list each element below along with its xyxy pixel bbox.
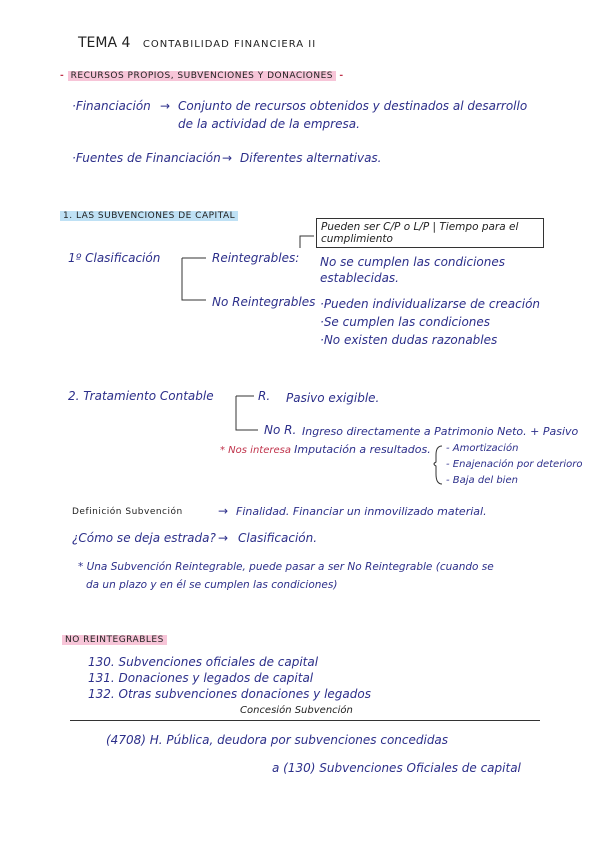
nota-line-2: da un plazo y en él se cumplen las condiciones) [86,579,338,591]
tratamiento-label: 2. Tratamiento Contable [68,389,214,403]
imputacion-item-1: - Amortización [446,443,519,454]
plazo-box: Pueden ser C/P o L/P | Tiempo para el cumplimiento [316,218,544,248]
financiacion-arrow: → [160,99,171,113]
tratamiento-r-label: R. [258,389,271,403]
financiacion-term: ·Financiación [72,99,151,113]
tratamiento-no-r-label: No R. [264,423,297,437]
no-reintegrables-header-text: NO REINTEGRABLES [62,635,167,645]
nota-interesa-label: * Nos interesa [220,445,291,456]
financiacion-definition-1: Conjunto de recursos obtenidos y destinados al desarrollo [178,99,528,113]
no-reintegrables-item-3: ·No existen dudas razonables [320,333,498,347]
tratamiento-no-r-desc: Ingreso directamente a Patrimonio Neto. + Pasivo [302,425,579,438]
pregunta-arrow: → [218,531,229,545]
reintegrables-desc-1: No se cumplen las condiciones [320,255,505,269]
asiento-debe: (4708) H. Pública, deudora por subvenciones concedidas [106,733,449,747]
pregunta-text: ¿Cómo se deja estrada? [72,531,216,545]
definicion-desc: Finalidad. Financiar un inmovilizado material. [236,505,487,518]
section-header-text: RECURSOS PROPIOS, SUBVENCIONES Y DONACIONES [68,71,336,81]
subvenciones-header-text: 1. LAS SUBVENCIONES DE CAPITAL [60,211,238,221]
subject-name: CONTABILIDAD FINANCIERA II [142,39,317,50]
financiacion-definition-2: de la actividad de la empresa. [178,117,360,131]
cuenta-131: 131. Donaciones y legados de capital [88,671,314,685]
imputacion-item-3: - Baja del bien [446,475,518,486]
cuenta-132: 132. Otras subvenciones donaciones y legados [88,687,371,701]
cuenta-130: 130. Subvenciones oficiales de capital [88,655,319,669]
definicion-arrow: → [218,504,229,518]
clasificacion-label: 1º Clasificación [68,251,161,265]
fuentes-definition: Diferentes alternativas. [240,151,382,165]
tema-number: TEMA 4 [78,35,131,51]
fuentes-term: ·Fuentes de Financiación [72,151,221,165]
definicion-label: Definición Subvención [72,507,183,517]
nota-line-1: * Una Subvención Reintegrable, puede pasar a ser No Reintegrable (cuando se [78,561,494,573]
asiento-haber: a (130) Subvenciones Oficiales de capital [272,761,521,775]
asiento-header: Concesión Subvención [240,705,353,716]
reintegrables-desc-2: establecidas. [320,271,399,285]
no-reintegrables-item-2: ·Se cumplen las condiciones [320,315,491,329]
nota-interesa-desc: Imputación a resultados. [294,443,431,456]
section-header: - RECURSOS PROPIOS, SUBVENCIONES Y DONACIONES - [60,71,344,81]
no-reintegrables-item-1: ·Pueden individualizarse de creación [320,297,541,311]
imputacion-item-2: - Enajenación por deterioro [446,459,583,470]
tratamiento-r-desc: Pasivo exigible. [286,391,380,405]
reintegrables-label: Reintegrables: [212,251,300,265]
fuentes-arrow: → [222,151,233,165]
pregunta-answer: Clasificación. [238,531,318,545]
no-reintegrables-label: No Reintegrables [212,295,316,309]
